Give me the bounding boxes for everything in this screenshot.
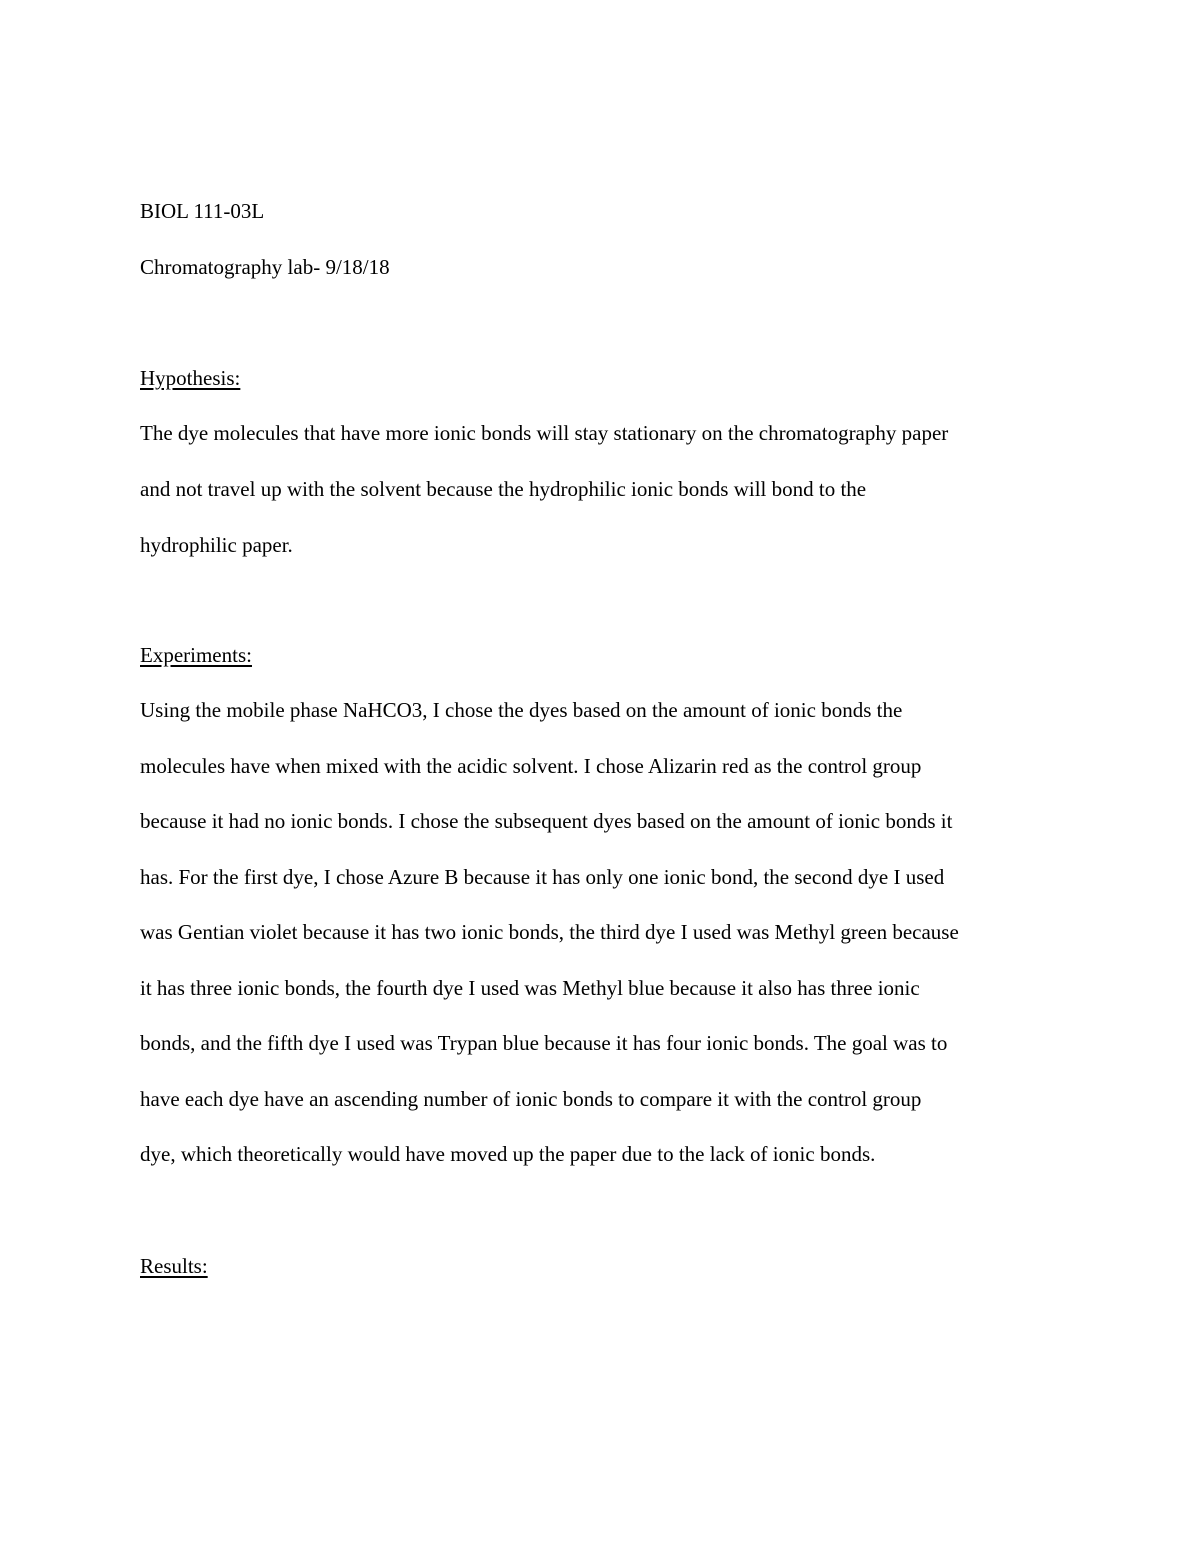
- experiments-heading: Experiments:: [140, 643, 252, 667]
- experiments-line: bonds, and the fifth dye I used was Trypan blue because it has four ionic bonds. The goal was to: [140, 1031, 948, 1055]
- experiments-line: dye, which theoretically would have moved up the paper due to the lack of ionic bonds.: [140, 1142, 876, 1166]
- experiments-line: molecules have when mixed with the acidic solvent. I chose Alizarin red as the control group: [140, 754, 922, 778]
- experiments-line: it has three ionic bonds, the fourth dye I used was Methyl blue because it also has three ionic: [140, 976, 920, 1000]
- hypothesis-line: hydrophilic paper.: [140, 533, 293, 557]
- hypothesis-heading: Hypothesis:: [140, 366, 241, 390]
- hypothesis-line: and not travel up with the solvent because the hydrophilic ionic bonds will bond to the: [140, 477, 867, 501]
- course-code: BIOL 111-03L: [140, 199, 265, 223]
- experiments-line: have each dye have an ascending number of ionic bonds to compare it with the control group: [140, 1087, 922, 1111]
- hypothesis-line: The dye molecules that have more ionic bonds will stay stationary on the chromatography paper: [140, 421, 949, 445]
- lab-title: Chromatography lab- 9/18/18: [140, 255, 390, 279]
- experiments-line: has. For the first dye, I chose Azure B because it has only one ionic bond, the second dye I used: [140, 865, 945, 889]
- experiments-line: because it had no ionic bonds. I chose the subsequent dyes based on the amount of ionic bonds it: [140, 809, 953, 833]
- experiments-line: was Gentian violet because it has two ionic bonds, the third dye I used was Methyl green because: [140, 920, 959, 944]
- results-heading: Results:: [140, 1254, 208, 1278]
- experiments-line: Using the mobile phase NaHCO3, I chose the dyes based on the amount of ionic bonds the: [140, 698, 903, 722]
